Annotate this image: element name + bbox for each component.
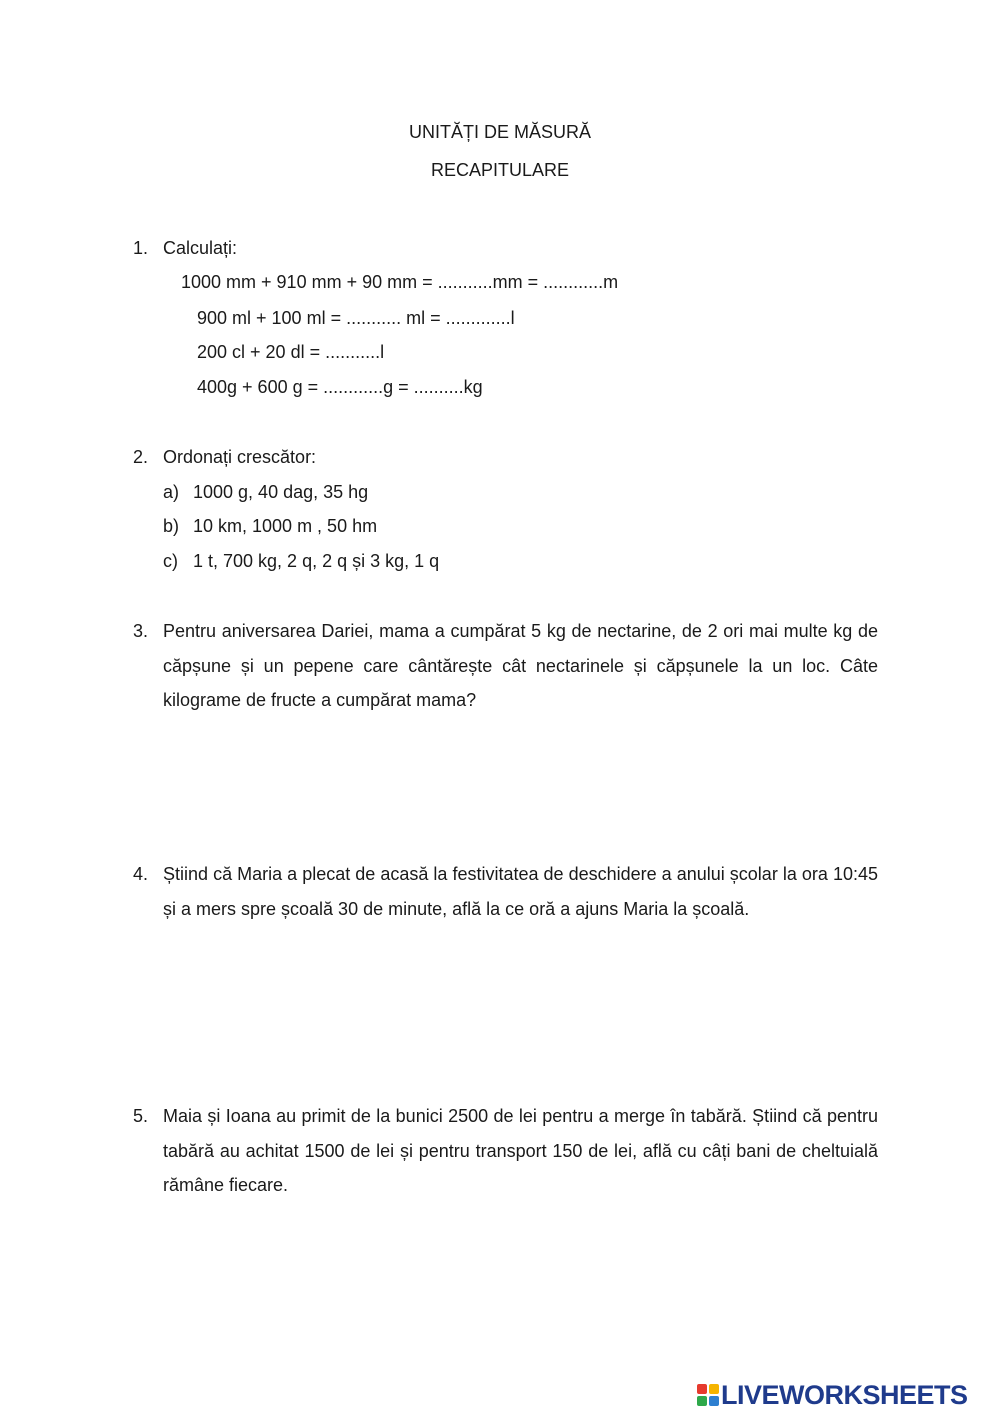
logo-text: LIVEWORKSHEETS (721, 1379, 968, 1410)
logo-square (697, 1384, 707, 1394)
question-number: 1. (133, 238, 149, 258)
question-text: Maia și Ioana au primit de la bunici 2500 de lei pentru a merge în tabără. Știind că pentru tabără au achitat 1500 de lei și pentru transport 150 de lei, află cu câți bani de cheltuială rămâne fiecare. (163, 1106, 878, 1195)
question-number: 3. (133, 621, 149, 641)
calc-line-3: 200 cl + 20 dl = ...........l (197, 342, 385, 362)
calc-line-4: 400g + 600 g = ............g = ..........kg (197, 377, 483, 397)
calc-line-1: 1000 mm + 910 mm + 90 mm = ...........mm = ............m (181, 272, 619, 292)
question-prompt: Calculați: (163, 238, 238, 258)
logo-square (709, 1396, 719, 1406)
list-item: 1000 g, 40 dag, 35 hg (193, 482, 369, 502)
list-item-label: a) (163, 482, 180, 502)
liveworksheets-logo (697, 1380, 968, 1410)
question-prompt: Ordonați crescător: (163, 447, 317, 467)
logo-mark-icon (697, 1384, 719, 1406)
list-item-label: b) (163, 516, 180, 536)
logo-square (709, 1384, 719, 1394)
question-number: 4. (133, 864, 149, 884)
page-subtitle: RECAPITULARE (430, 160, 570, 180)
logo-square (697, 1396, 707, 1406)
calc-line-2: 900 ml + 100 ml = ........... ml = .............l (197, 308, 515, 328)
question-number: 2. (133, 447, 149, 467)
list-item: 10 km, 1000 m , 50 hm (193, 516, 378, 536)
page-title: UNITĂȚI DE MĂSURĂ (408, 122, 591, 142)
list-item-label: c) (163, 551, 178, 571)
question-text: Știind că Maria a plecat de acasă la festivitatea de deschidere a anului școlar la ora 10:45 și a mers spre școală 30 de minute, află la ce oră a ajuns Maria la școală. (163, 864, 878, 919)
list-item: 1 t, 700 kg, 2 q, 2 q și 3 kg, 1 q (193, 551, 440, 571)
question-text: Pentru aniversarea Dariei, mama a cumpărat 5 kg de nectarine, de 2 ori mai multe kg de căpșune și un pepene care cântărește cât nectarinele și căpșunele la un loc. Câte kilograme de fructe a cumpărat mama? (163, 621, 878, 710)
question-number: 5. (133, 1106, 149, 1126)
